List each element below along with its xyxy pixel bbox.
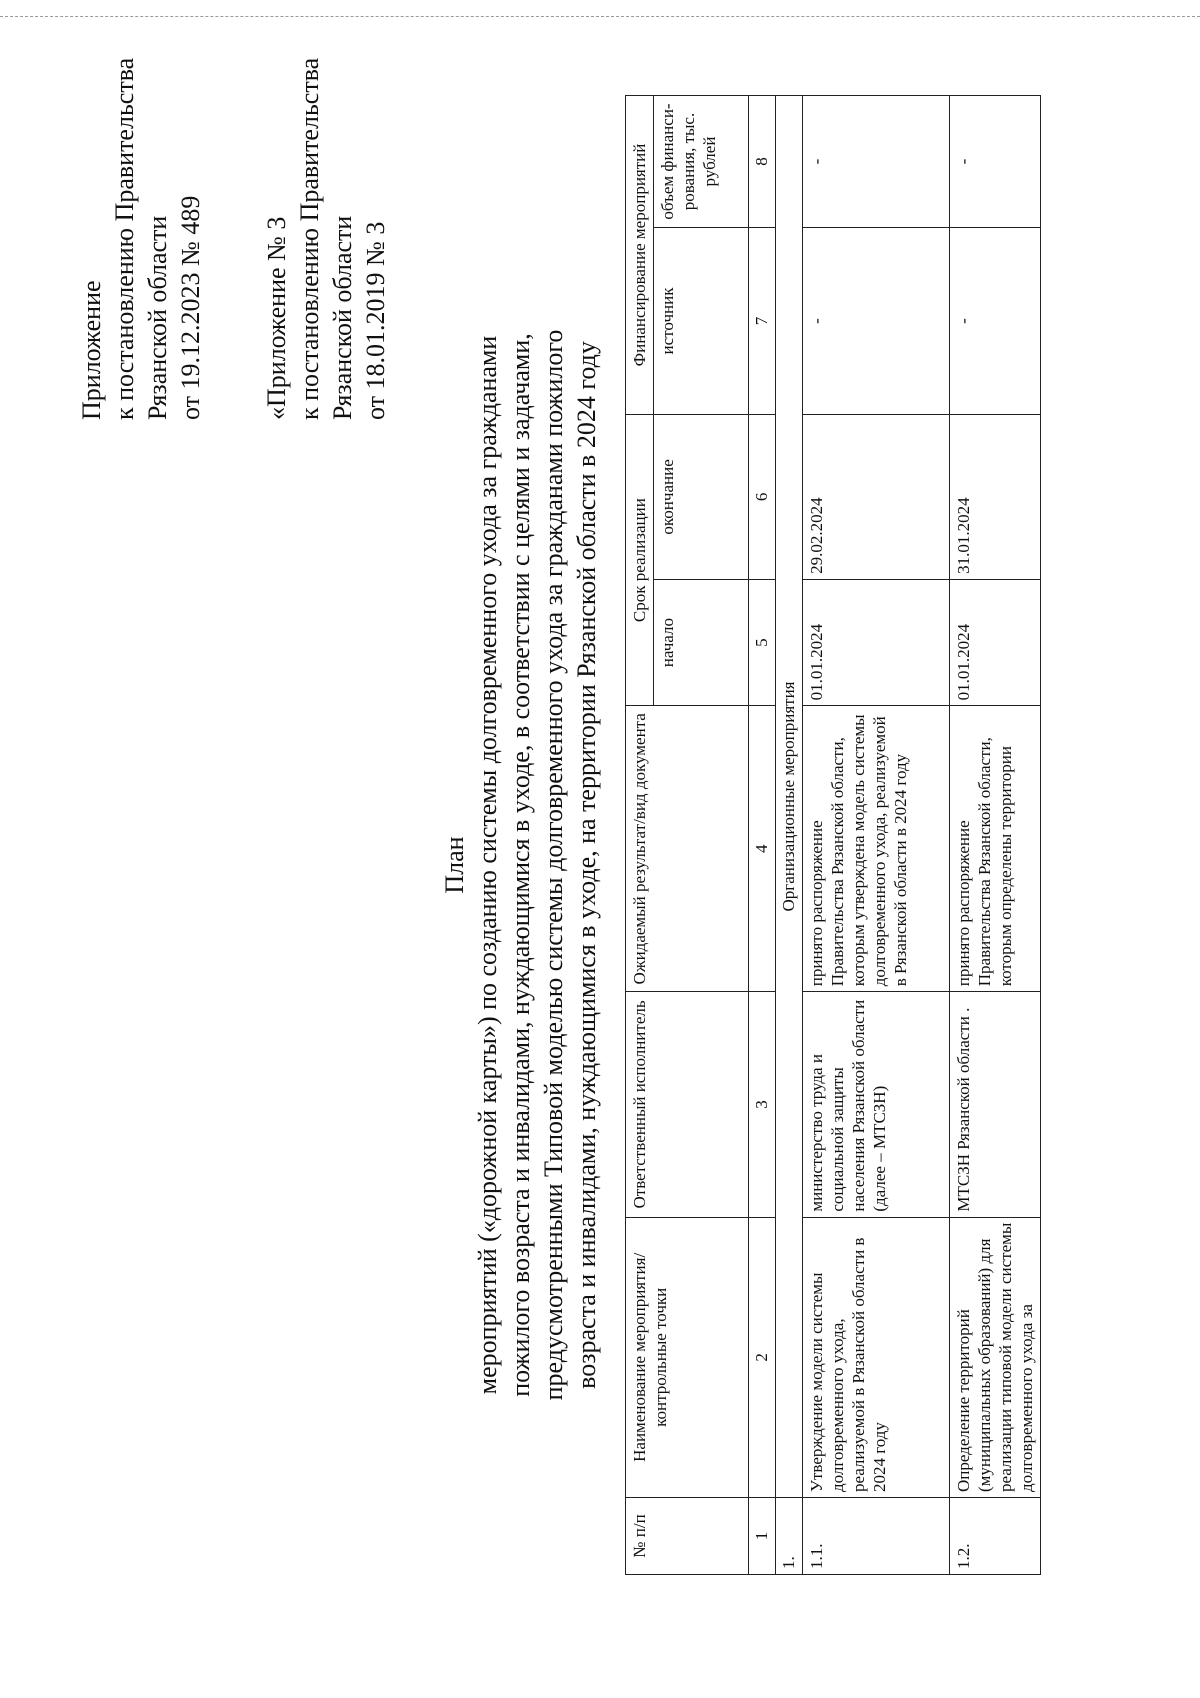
column-number: 8 (749, 96, 776, 228)
appendix-line: к постановлению Правительства (295, 57, 324, 420)
title-line: мероприятий («дорожной карты») по созданию системы долговременного ухода за гражданами (473, 335, 502, 1395)
row-start-date: 01.01.2024 (950, 579, 1041, 705)
row-end-date: 31.01.2024 (950, 414, 1041, 579)
table-row (950, 96, 1041, 1575)
section-label: Организационные мероприятия (776, 96, 803, 1498)
column-number: 5 (749, 579, 776, 705)
header-executor: Ответственный исполнитель (626, 992, 749, 1217)
appendix-line: Приложение (77, 280, 106, 420)
appendix-date-number: от 19.12.2023 № 489 (176, 195, 205, 420)
row-end-date: 29.02.2024 (803, 414, 950, 579)
rotated-page (20, 55, 1140, 1655)
header-term: Срок реализации (626, 414, 654, 705)
appendix-previous (260, 58, 392, 420)
header-volume: объем финанси-рования, тыс. рублей (654, 96, 749, 228)
appendix-line: Рязанской области (143, 215, 172, 420)
row-result: принято распоряжение Правительства Рязанской области, которым определены территории (950, 706, 1041, 992)
scan-top-edge (0, 16, 1200, 17)
header-name: Наименование мероприятия/ контрольные точки (626, 1217, 749, 1497)
row-volume: - (950, 96, 1041, 228)
column-number: 1 (749, 1498, 776, 1575)
appendix-line: к постановлению Правительства (110, 57, 139, 420)
row-executor: МТСЗН Рязанской области . (950, 992, 1041, 1217)
appendix-line: «Приложение № 3 (262, 216, 291, 420)
title-line: пожилого возраста и инвалидами, нуждающимися в уходе, в соответствии с целями и задачами, (506, 333, 535, 1397)
header-result: Ожидаемый результат/вид документа (626, 706, 749, 992)
title-line: возраста и инвалидами, нуждающимися в уходе, на территории Рязанской области в 2024 году (572, 341, 601, 1389)
header-row (626, 96, 654, 1575)
appendix-date-number: от 18.01.2019 № 3 (361, 221, 390, 420)
header-num: № п/п (626, 1498, 749, 1575)
row-start-date: 01.01.2024 (803, 579, 950, 705)
row-number: 1.1. (803, 1498, 950, 1575)
header-start: начало (654, 579, 749, 705)
document-title (438, 165, 603, 1565)
roadmap-table (625, 95, 1041, 1575)
row-executor: министерство труда и социальной защиты населения Рязанской области (далее – МТСЗН) (803, 992, 950, 1217)
row-source: - (950, 228, 1041, 415)
column-number-row (749, 96, 776, 1575)
row-name: Утверждение модели системы долговременного ухода, реализуемой в Рязанской области в 2024 году (803, 1217, 950, 1497)
header-end: окончание (654, 414, 749, 579)
column-number: 7 (749, 228, 776, 415)
header-source: источник (654, 228, 749, 415)
table-row (803, 96, 950, 1575)
section-number: 1. (776, 1498, 803, 1575)
row-source: - (803, 228, 950, 415)
row-result: принято распоряжение Правительства Рязанской области, которым утверждена модель системы долговременного ухода, реализуемой в Рязанской области в 2024 году (803, 706, 950, 992)
column-number: 6 (749, 414, 776, 579)
section-row (776, 96, 803, 1575)
appendix-current (75, 58, 207, 420)
column-number: 2 (749, 1217, 776, 1497)
row-name: Определение территорий (муниципальных образований) для реализации типовой модели системы долговременного ухода за (950, 1217, 1041, 1497)
appendix-line: Рязанской области (328, 215, 357, 420)
title-line: предусмотренными Типовой моделью системы долговременного ухода за гражданами пожилого (539, 329, 568, 1401)
title-heading: План (440, 836, 469, 894)
header-financing: Финансирование мероприятий (626, 96, 654, 415)
row-volume: - (803, 96, 950, 228)
column-number: 3 (749, 992, 776, 1217)
column-number: 4 (749, 706, 776, 992)
row-number: 1.2. (950, 1498, 1041, 1575)
